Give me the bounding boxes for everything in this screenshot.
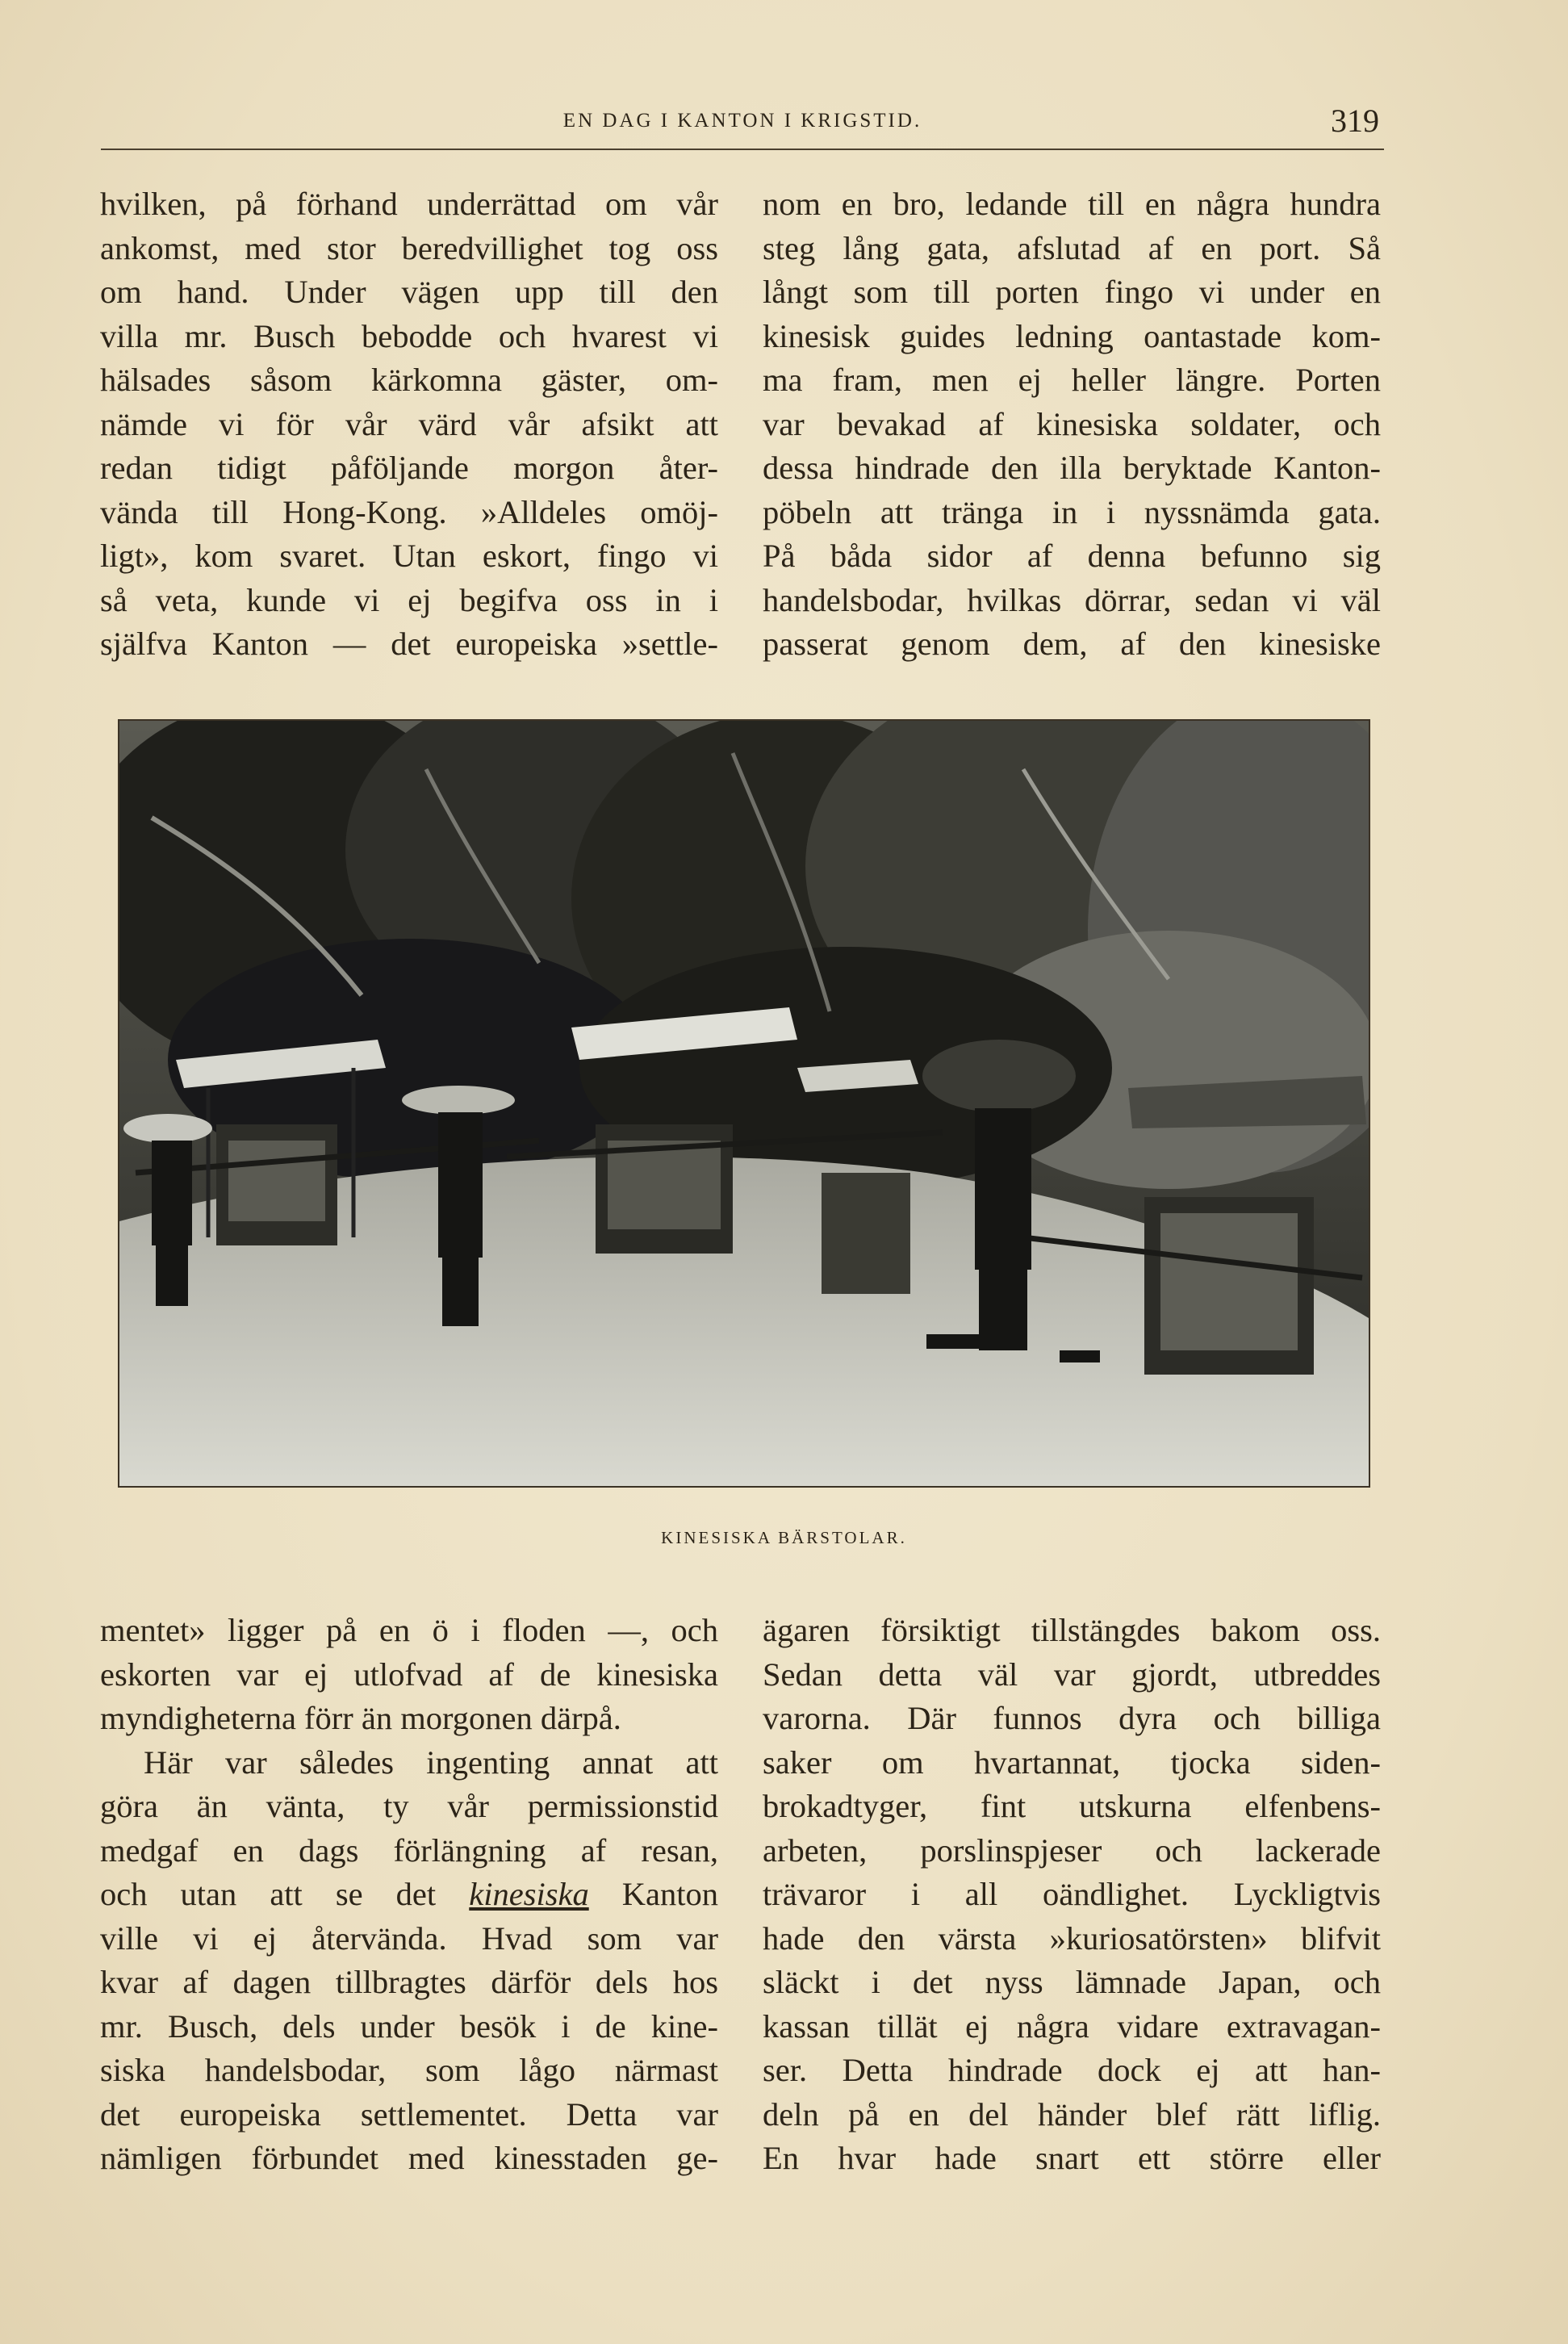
text-line: redan tidigt påföljande morgon åter- [100, 450, 718, 486]
text-line: En hvar hade snart ett större eller [763, 2140, 1381, 2176]
text-line: Här var således ingenting annat att [144, 1743, 718, 1781]
text-line: handelsbodar, hvilkas dörrar, sedan vi väl [763, 581, 1381, 618]
text-line: kinesisk guides ledning oantastade kom- [763, 317, 1381, 354]
text-line: På båda sidor af denna befunno sig [763, 538, 1381, 574]
text-line: saker om hvartannat, tjocka siden- [763, 1743, 1381, 1781]
text-line: Sedan detta väl var gjordt, utbreddes [763, 1655, 1381, 1693]
text-line: nom en bro, ledande till en några hundra [763, 186, 1381, 222]
text-line: varorna. Där funnos dyra och billiga [763, 1700, 1381, 1736]
text-line: arbeten, porslinspjeser och lackerade [763, 1831, 1381, 1869]
text-line: nämde vi för vår värd vår afsikt att [100, 405, 718, 442]
header-rule [101, 149, 1384, 150]
text-line: mentet» ligger på en ö i floden —, och [100, 1612, 718, 1648]
text-line: om hand. Under vägen upp till den [100, 274, 718, 310]
text-line: passerat genom dem, af den kinesiske [763, 626, 1381, 662]
text-line [100, 1873, 718, 1917]
running-title: EN DAG I KANTON I KRIGSTID. [562, 110, 922, 132]
text-line: ma fram, men ej heller längre. Porten [763, 362, 1381, 398]
text-line: själfva Kanton — det europeiska »settle- [100, 626, 718, 662]
text-line: var bevakad af kinesiska soldater, och [763, 405, 1381, 442]
text-line: pöbeln att tränga in i nyssnämda gata. [763, 493, 1381, 530]
text-line: långt som till porten fingo vi under en [763, 274, 1381, 310]
page-number: 319 [1331, 103, 1379, 139]
text-line: kassan tillät ej några vidare extravagan- [763, 2007, 1381, 2045]
italic-word: kinesiska [469, 1876, 589, 1912]
sedan-chairs-photo-icon [119, 721, 1369, 1486]
text-line: eskorten var ej utlofvad af de kinesiska [100, 1655, 718, 1693]
text-line: kvar af dagen tillbragtes därför dels hos [100, 1964, 718, 2000]
text-line: vända till Hong-Kong. »Alldeles omöj- [100, 493, 718, 530]
text-line: mr. Busch, dels under besök i de kine- [100, 2007, 718, 2045]
text-line: hade den värsta »kuriosatörsten» blifvit [763, 1919, 1381, 1957]
text-line: trävaror i all oändlighet. Lyckligtvis [763, 1876, 1381, 1912]
text-line: hvilken, på förhand underrättad om vår [100, 186, 718, 222]
photograph-sedan-chairs [118, 719, 1370, 1488]
text-line: deln på en del händer blef rätt liflig. [763, 2095, 1381, 2133]
text-line: steg lång gata, afslutad af en port. Så [763, 229, 1381, 266]
running-head [101, 97, 1384, 145]
text-fragment: och utan att se det [100, 1876, 437, 1912]
column-bottom-left [100, 1609, 718, 2181]
text-line: brokadtyger, fint utskurna elfenbens- [763, 1788, 1381, 1824]
column-top-left [100, 182, 718, 667]
text-line: släckt i det nyss lämnade Japan, och [763, 1964, 1381, 2000]
text-line: ägaren försiktigt tillstängdes bakom oss. [763, 1612, 1381, 1648]
text-line: medgaf en dags förlängning af resan, [100, 1831, 718, 1869]
text-line: det europeiska settlementet. Detta var [100, 2095, 718, 2133]
text-line: nämligen förbundet med kinesstaden ge- [100, 2140, 718, 2176]
text-line: ligt», kom svaret. Utan eskort, fingo vi [100, 538, 718, 574]
text-line: så veta, kunde vi ej begifva oss in i [100, 581, 718, 618]
text-line: villa mr. Busch bebodde och hvarest vi [100, 317, 718, 354]
text-line: siska handelsbodar, som lågo närmast [100, 2052, 718, 2088]
column-bottom-right [763, 1609, 1381, 2181]
text-line: hälsades såsom kärkomna gäster, om- [100, 362, 718, 398]
text-line: dessa hindrade den illa beryktade Kanton- [763, 450, 1381, 486]
text-line: myndigheterna förr än morgonen därpå. [100, 1700, 621, 1736]
text-line: ankomst, med stor beredvillighet tog oss [100, 229, 718, 266]
text-line: ville vi ej återvända. Hvad som var [100, 1919, 718, 1957]
column-top-right [763, 182, 1381, 667]
text-line: göra än vänta, ty vår permissionstid [100, 1788, 718, 1824]
text-line: ser. Detta hindrade dock ej att han- [763, 2052, 1381, 2088]
figure-caption: KINESISKA BÄRSTOLAR. [661, 1528, 907, 1547]
text-fragment: Kanton [621, 1876, 719, 1912]
